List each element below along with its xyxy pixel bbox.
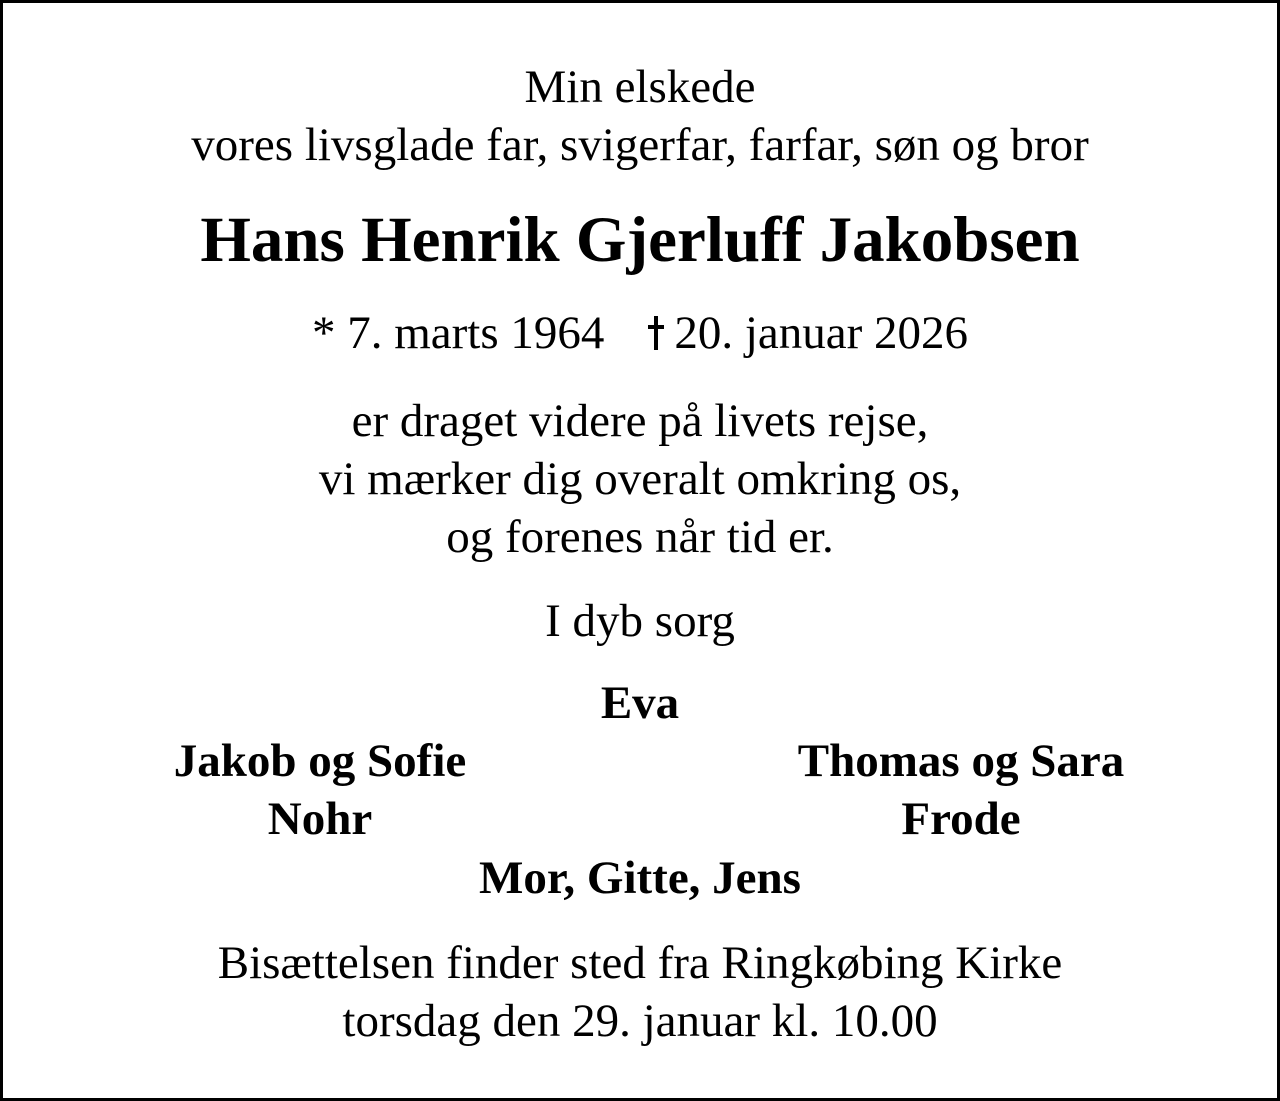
verse-line-1: er draget videre på livets rejse, bbox=[351, 395, 929, 447]
latin-cross-icon bbox=[648, 316, 664, 350]
family-spouse: Eva bbox=[600, 677, 680, 729]
birth-date: * 7. marts 1964 bbox=[311, 307, 605, 359]
verse-line-3: og forenes når tid er. bbox=[446, 511, 834, 563]
funeral-line-1: Bisættelsen finder sted fra Ringkøbing Kirke bbox=[217, 937, 1063, 989]
family-others: Mor, Gitte, Jens bbox=[479, 852, 801, 904]
mourning-text: I dyb sorg bbox=[545, 595, 735, 647]
funeral-line-2: torsdag den 29. januar kl. 10.00 bbox=[342, 995, 938, 1047]
family-left-line-1: Jakob og Sofie bbox=[173, 735, 467, 787]
verse-line-2: vi mærker dig overalt omkring os, bbox=[318, 453, 962, 505]
family-right-line-1: Thomas og Sara bbox=[797, 735, 1125, 787]
family-left-line-2: Nohr bbox=[267, 793, 373, 845]
life-dates bbox=[0, 307, 1280, 359]
death-date: 20. januar 2026 bbox=[674, 307, 969, 359]
intro-line-2: vores livsglade far, svigerfar, farfar, søn og bror bbox=[191, 119, 1089, 171]
intro-line-1: Min elskede bbox=[524, 61, 756, 113]
deceased-name: Hans Henrik Gjerluff Jakobsen bbox=[200, 204, 1080, 276]
family-right-line-2: Frode bbox=[901, 793, 1021, 845]
